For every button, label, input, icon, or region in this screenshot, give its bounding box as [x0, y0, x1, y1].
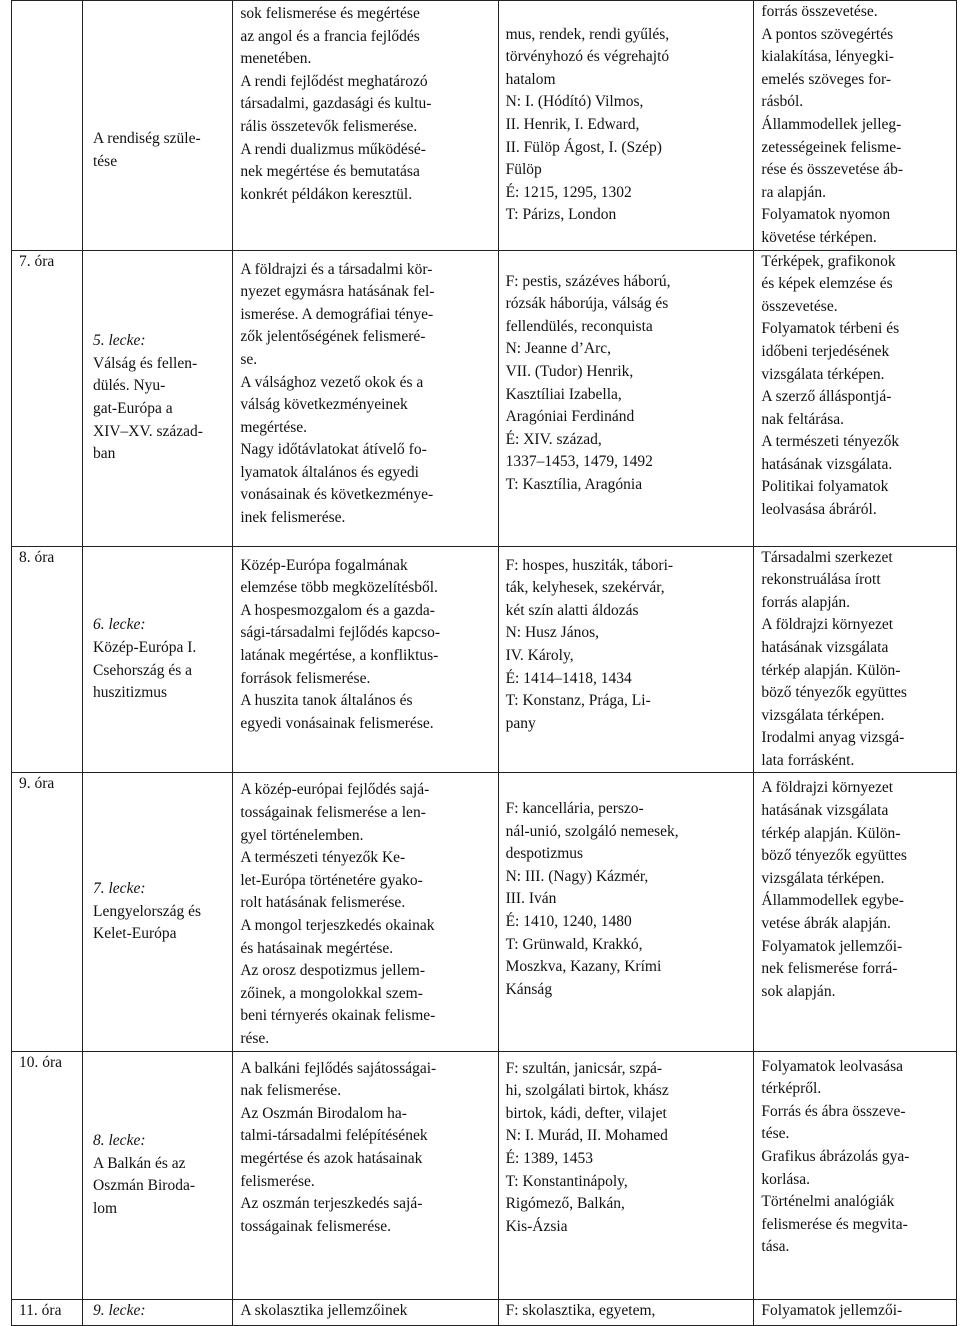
goals-line: Az Oszmán Birodalom ha-	[240, 1104, 407, 1122]
skills-line: Forrás és ábra összeve-	[761, 1102, 906, 1120]
lesson-title-line: Lengyelország és	[93, 902, 202, 920]
skills-cell	[754, 1051, 957, 1299]
lesson-title-line: A Balkán és az	[93, 1154, 186, 1172]
hour-label: 8. óra	[19, 548, 55, 566]
skills-line: Folyamatok jellemzői-	[761, 937, 903, 955]
concepts-line: T: Konstantinápoly,	[505, 1172, 628, 1190]
goals-cell	[233, 1299, 498, 1325]
skills-line: Folyamatok leolvasása	[761, 1057, 904, 1075]
skills-line: kialakítása, lényegki-	[761, 48, 894, 66]
lesson-title-line: Oszmán Biroda-	[93, 1177, 196, 1195]
goals-line: inek felismerése.	[240, 509, 346, 527]
goals-line: Az oszmán terjeszkedés sajá-	[240, 1195, 423, 1213]
lesson-title-line: huszitizmus	[93, 684, 168, 702]
goals-line: Nagy időtávlatokat átívelő fo-	[240, 441, 427, 459]
goals-line: A közép-európai fejlődés sajá-	[240, 781, 430, 799]
concepts-line: É: 1414–1418, 1434	[505, 669, 632, 687]
concepts-line: T: Konstanz, Prága, Li-	[505, 692, 651, 710]
goals-line: gyel történelemben.	[240, 826, 364, 844]
lesson-number: 6. lecke:	[93, 616, 146, 634]
concepts-line: É: 1389, 1453	[505, 1149, 593, 1167]
skills-line: A szerző álláspontjá-	[761, 388, 892, 406]
goals-line: rése.	[240, 1030, 270, 1047]
goals-line: zőinek, a mongolokkal szem-	[240, 984, 423, 1002]
table-row	[12, 773, 957, 1051]
hour-label: 10. óra	[19, 1053, 63, 1071]
skills-line: hatásának vizsgálata	[761, 802, 889, 820]
goals-line: A földrajzi és a társadalmi kör-	[240, 260, 433, 278]
goals-line: talmi-társadalmi felépítésének	[240, 1127, 428, 1145]
lesson-title-line: XIV–XV. század-	[93, 422, 203, 440]
concepts-line: Moszkva, Kazany, Krími	[505, 958, 662, 976]
goals-cell	[233, 773, 498, 1051]
concepts-line: N: III. (Nagy) Kázmér,	[505, 867, 649, 885]
table-row	[12, 1299, 957, 1325]
goals-line: és hatásainak megértése.	[240, 939, 394, 957]
concepts-line	[506, 1, 750, 24]
goals-cell	[233, 1, 498, 251]
table-row	[12, 250, 957, 546]
goals-line: A rendi dualizmus működésé-	[240, 140, 426, 158]
goals-cell	[233, 250, 498, 546]
skills-cell	[754, 1, 957, 251]
skills-line: és képek elemzése és	[761, 275, 893, 293]
concepts-line: F: hospes, husziták, tábori-	[505, 556, 674, 574]
concepts-line: Rigómező, Balkán,	[505, 1195, 625, 1213]
concepts-line: törvényhozó és végrehajtó	[505, 48, 670, 66]
concepts-line: nál-unió, szolgáló nemesek,	[505, 822, 679, 840]
hour-cell	[12, 250, 83, 546]
concepts-line: É: XIV. század,	[505, 430, 602, 448]
goals-line: tosságainak felismerése.	[240, 1217, 391, 1235]
lesson-title-line	[93, 83, 228, 106]
concepts-cell	[498, 546, 754, 773]
goals-line: válság következményeinek	[240, 396, 408, 414]
skills-line: időbeni terjedésének	[761, 342, 890, 360]
concepts-line: F: kancellária, perszo-	[505, 800, 644, 818]
goals-line: A huszita tanok általános és	[240, 692, 413, 710]
goals-line: A hospesmozgalom és a gazda-	[240, 601, 435, 619]
hour-label: 11. óra	[19, 1301, 62, 1319]
goals-line: elemzése több megközelítésből.	[240, 579, 438, 597]
hour-cell	[12, 1299, 83, 1325]
skills-line: korlása.	[761, 1170, 811, 1188]
concepts-line: mus, rendek, rendi gyűlés,	[505, 25, 670, 43]
concepts-line	[506, 775, 750, 798]
syllabus-table	[11, 0, 957, 1326]
goals-line: az angol és a francia fejlődés	[240, 27, 420, 45]
skills-line: lata forrásként.	[761, 751, 855, 769]
skills-line: forrás összevetése.	[761, 3, 878, 20]
lesson-title-line: dülés. Nyu-	[93, 377, 166, 395]
goals-line: menetében.	[240, 50, 312, 68]
goals-line: A mongol terjeszkedés okainak	[240, 917, 435, 935]
hour-cell	[12, 1051, 83, 1299]
skills-line: Grafikus ábrázolás gya-	[761, 1147, 910, 1165]
goals-line: lyamatok általános és egyedi	[240, 463, 419, 481]
concepts-line: N: I. Murád, II. Mohamed	[505, 1127, 668, 1145]
lesson-cell	[83, 546, 233, 773]
skills-line: Irodalmi anyag vizsgá-	[761, 729, 905, 747]
lesson-cell	[83, 1, 233, 251]
skills-line: böző tényezők együttes	[761, 684, 907, 702]
skills-line: nak feltárása.	[761, 410, 845, 428]
concepts-line: hi, szolgálati birtok, khász	[505, 1082, 669, 1100]
skills-line: leolvasása ábráról.	[761, 501, 877, 519]
concepts-line: N: Jeanne d’Arc,	[505, 340, 612, 358]
goals-line: A balkáni fejlődés sajátosságai-	[240, 1059, 437, 1077]
skills-line: Állammodellek jelleg-	[761, 115, 902, 133]
goals-line: let-Európa történetére gyako-	[240, 871, 423, 889]
goals-line: nyezet egymásra hatásának fel-	[240, 283, 435, 301]
skills-line: Politikai folyamatok	[761, 478, 889, 496]
skills-line: vetése ábrák alapján.	[761, 915, 891, 933]
table-row	[12, 546, 957, 773]
concepts-line: birtok, kádi, defter, vilajet	[505, 1104, 667, 1122]
skills-line: zetességeinek felisme-	[761, 138, 902, 156]
goals-line: A válsághoz vezető okok és a	[240, 373, 424, 391]
goals-line: Az orosz despotizmus jellem-	[240, 962, 426, 980]
lesson-number: 9. lecke:	[93, 1301, 146, 1319]
skills-line: nek felismerése forrá-	[761, 960, 898, 978]
goals-line: társadalmi, gazdasági és kultu-	[240, 95, 432, 113]
table-row	[12, 1051, 957, 1299]
concepts-cell	[498, 250, 754, 546]
lesson-title-line: lom	[93, 1199, 118, 1217]
lesson-title-line: Közép-Európa I.	[93, 638, 197, 656]
lesson-cell	[83, 1299, 233, 1325]
concepts-line: hatalom	[505, 70, 556, 88]
lesson-cell	[83, 250, 233, 546]
concepts-line: Kánság	[505, 980, 553, 998]
concepts-line: III. Iván	[505, 890, 557, 908]
skills-line: böző tényezők együttes	[761, 847, 907, 865]
concepts-line: VII. (Tudor) Henrik,	[505, 362, 634, 380]
goals-line: A természeti tényezők Ke-	[240, 849, 406, 867]
skills-line: követése térképen.	[761, 228, 877, 246]
goals-line: rolt hatásának felismerése.	[240, 894, 406, 912]
concepts-line: Fülöp	[505, 161, 542, 179]
skills-cell	[754, 546, 957, 773]
table-row	[12, 1, 957, 251]
goals-line: zők jelentőségének felismeré-	[240, 328, 426, 346]
goals-cell	[233, 546, 498, 773]
lesson-cell	[83, 773, 233, 1051]
skills-cell	[754, 773, 957, 1051]
lesson-title-line: Csehország és a	[93, 661, 192, 679]
skills-line: Társadalmi szerkezet	[761, 548, 893, 566]
goals-line: felismerése.	[240, 1172, 315, 1190]
skills-line: A földrajzi környezet	[761, 779, 894, 797]
concepts-line: É: 1215, 1295, 1302	[505, 183, 632, 201]
goals-line: nek megértése és bemutatása	[240, 163, 420, 181]
hour-cell	[12, 546, 83, 773]
skills-line: tése.	[761, 1125, 790, 1143]
skills-line: A pontos szövegértés	[761, 25, 894, 43]
concepts-line: F: skolasztika, egyetem,	[505, 1301, 656, 1319]
lesson-title-line: Válság és fellen-	[93, 354, 198, 372]
goals-line: sok felismerése és megértése	[240, 5, 420, 22]
skills-line: emelés szöveges for-	[761, 70, 892, 88]
lesson-title-line: Kelet-Európa	[93, 925, 177, 943]
concepts-line: N: I. (Hódító) Vilmos,	[505, 93, 644, 111]
goals-line: vonásainak és következménye-	[240, 486, 434, 504]
goals-line: nak felismerése.	[240, 1082, 342, 1100]
lesson-title-line: ban	[93, 445, 116, 463]
goals-line: A skolasztika jellemzőinek	[240, 1301, 408, 1319]
skills-line: térképről.	[761, 1080, 822, 1098]
goals-cell	[233, 1051, 498, 1299]
skills-line: Állammodellek egybe-	[761, 892, 904, 910]
goals-line: rális összetevők felismerése.	[240, 117, 418, 135]
concepts-line: despotizmus	[505, 845, 584, 863]
concepts-line: rózsák háborúja, válság és	[505, 295, 669, 313]
concepts-line: Kis-Ázsia	[505, 1217, 568, 1235]
concepts-line: pany	[505, 714, 536, 732]
concepts-cell	[498, 773, 754, 1051]
hour-cell	[12, 773, 83, 1051]
skills-line: rekonstruálása írott	[761, 571, 881, 589]
concepts-line: II. Henrik, I. Edward,	[505, 115, 640, 133]
goals-line: megértése és azok hatásainak	[240, 1149, 423, 1167]
skills-line: forrás alapján.	[761, 593, 851, 611]
concepts-cell	[498, 1, 754, 251]
lesson-number: 8. lecke:	[93, 1131, 146, 1149]
skills-line: A földrajzi környezet	[761, 616, 894, 634]
goals-line: Közép-Európa fogalmának	[240, 556, 408, 574]
skills-line: hatásának vizsgálata	[761, 638, 889, 656]
skills-line: térkép alapján. Külön-	[761, 661, 901, 679]
syllabus-body	[12, 1, 957, 1326]
skills-line: tása.	[761, 1238, 790, 1256]
goals-line: konkrét példákon keresztül.	[240, 185, 413, 203]
skills-line: vizsgálata térképen.	[761, 869, 885, 887]
concepts-line: két szín alatti áldozás	[505, 601, 639, 619]
skills-line: rásból.	[761, 93, 804, 111]
goals-line: beni térnyerés okainak felisme-	[240, 1007, 436, 1025]
lesson-title-line: gat-Európa a	[93, 400, 173, 418]
concepts-line: T: Párizs, London	[505, 206, 617, 224]
hour-label: 7. óra	[19, 252, 55, 270]
skills-line: felismerése és megvita-	[761, 1215, 908, 1233]
goals-line: A rendi fejlődést meghatározó	[240, 72, 428, 90]
concepts-line: N: Husz János,	[505, 624, 600, 642]
skills-line: Térképek, grafikonok	[761, 252, 896, 270]
lesson-number: 5. lecke:	[93, 332, 146, 350]
skills-line: térkép alapján. Külön-	[761, 824, 901, 842]
goals-line: latának megértése, a konfliktus-	[240, 646, 439, 664]
skills-line: ra alapján.	[761, 183, 826, 201]
skills-line: Folyamatok nyomon	[761, 206, 891, 224]
concepts-cell	[498, 1051, 754, 1299]
concepts-line: ták, kelyhesek, szekérvár,	[505, 579, 665, 597]
concepts-line: F: szultán, janicsár, szpá-	[505, 1059, 663, 1077]
hour-cell	[12, 1, 83, 251]
concepts-line: 1337–1453, 1479, 1492	[505, 453, 653, 471]
skills-line: rése és összevetése áb-	[761, 161, 903, 179]
concepts-line: É: 1410, 1240, 1480	[505, 913, 632, 931]
concepts-line: T: Grünwald, Krakkó,	[505, 935, 643, 953]
lesson-title-line: A rendiség szüle-	[93, 130, 201, 148]
lesson-number: 7. lecke:	[93, 880, 146, 898]
skills-line: sok alapján.	[761, 982, 836, 1000]
skills-line: összevetése.	[761, 297, 838, 315]
lesson-title-line	[93, 106, 228, 129]
concepts-line: IV. Károly,	[505, 646, 574, 664]
concepts-line: II. Fülöp Ágost, I. (Szép)	[505, 138, 662, 156]
skills-line: vizsgálata térképen.	[761, 706, 885, 724]
concepts-line: fellendülés, reconquista	[505, 317, 653, 335]
skills-line: Folyamatok térbeni és	[761, 320, 900, 338]
goals-line: se.	[240, 350, 258, 368]
skills-line: Folyamatok jellemzői-	[761, 1301, 903, 1319]
concepts-line: Aragóniai Ferdinánd	[505, 408, 635, 426]
concepts-line: T: Kasztília, Aragónia	[505, 475, 643, 493]
hour-label: 9. óra	[19, 775, 55, 793]
goals-line: megértése.	[240, 418, 308, 436]
skills-line: A természeti tényezők	[761, 433, 900, 451]
goals-line: tosságainak felismerése a len-	[240, 804, 426, 822]
skills-line: Történelmi analógiák	[761, 1193, 895, 1211]
goals-line: sági-társadalmi fejlődés kapcso-	[240, 624, 441, 642]
goals-line: ismerése. A demográfiai ténye-	[240, 305, 434, 323]
goals-line: egyedi vonásainak felismerése.	[240, 714, 434, 732]
concepts-line: F: pestis, százéves háború,	[505, 272, 671, 290]
lesson-cell	[83, 1051, 233, 1299]
skills-line: hatásának vizsgálata.	[761, 455, 893, 473]
lesson-title-line: tése	[93, 152, 118, 170]
concepts-line: Kasztíliai Izabella,	[505, 385, 622, 403]
skills-cell	[754, 1299, 957, 1325]
skills-cell	[754, 250, 957, 546]
goals-line: források felismerése.	[240, 669, 371, 687]
skills-line: vizsgálata térképen.	[761, 365, 885, 383]
concepts-cell	[498, 1299, 754, 1325]
